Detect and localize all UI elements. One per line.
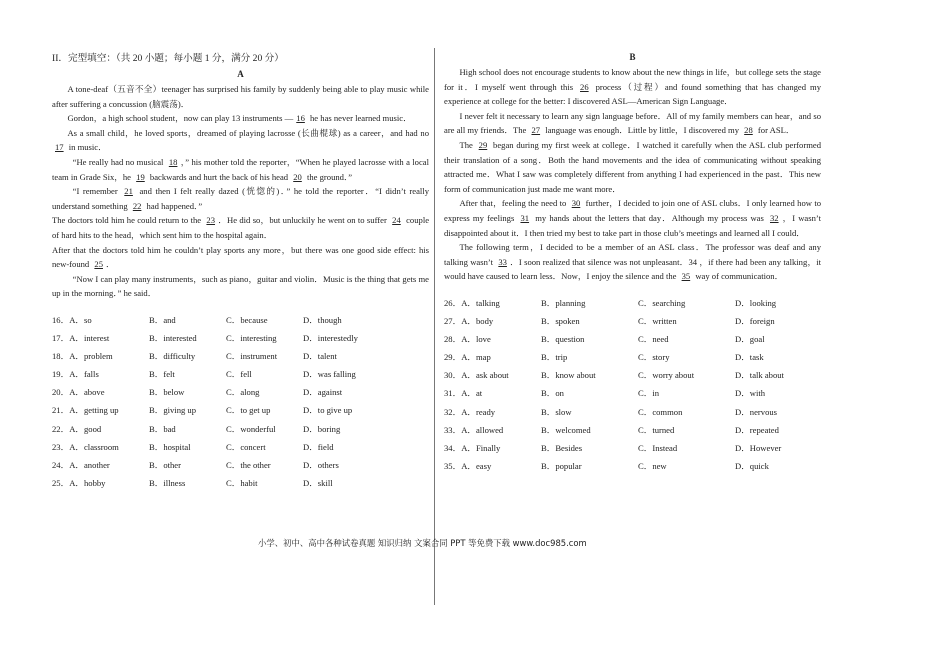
option-d: D．nervous bbox=[735, 406, 778, 417]
option-a: 23．A．classroom bbox=[52, 441, 119, 452]
option-b: B．illness bbox=[149, 477, 186, 488]
answer-blank: 20 bbox=[293, 171, 302, 182]
option-b: B．bad bbox=[149, 423, 176, 434]
answer-blank: 29 bbox=[478, 139, 488, 150]
option-b: B．spoken bbox=[541, 316, 580, 327]
section-title: II．完型填空：（共 20 小题；每小题 1 分，满分 20 分） bbox=[52, 53, 284, 64]
question-row bbox=[444, 421, 821, 439]
option-b: B．felt bbox=[149, 369, 175, 380]
option-b: B．trip bbox=[541, 352, 568, 363]
option-a: 21．A．getting up bbox=[52, 405, 119, 416]
paragraph-text: language was enough．Little by little，I discovered my bbox=[543, 125, 742, 136]
option-d: D．field bbox=[303, 441, 334, 452]
paragraph-text: my hands about the letters that day．Although my process was bbox=[532, 212, 767, 223]
paragraph-text: way of communication． bbox=[693, 271, 784, 282]
option-b: B．giving up bbox=[149, 405, 197, 416]
option-b: B．know about bbox=[541, 370, 596, 381]
option-a: 22．A．good bbox=[52, 423, 102, 434]
option-c: C．instrument bbox=[226, 351, 278, 362]
option-a: 24．A．another bbox=[52, 459, 110, 470]
answer-blank: 35 bbox=[681, 271, 691, 282]
option-d: D．foreign bbox=[735, 316, 775, 327]
paragraph-text: After that the doctors told him he couldn’t play sports any more，but there was one good side effect: his new-found bbox=[52, 244, 429, 270]
option-c: C．turned bbox=[638, 424, 675, 435]
paragraph-text: began during my first week at college．I watched it carefully when the ASL club performed their translation of a song．Both the hand movements and the idea of communicating without speaking attracted me．What I saw was completely different from anything I had experienced in the past．This new form of communication just made me want more． bbox=[444, 139, 821, 194]
question-row bbox=[444, 457, 821, 475]
option-b: B．below bbox=[149, 387, 185, 398]
option-b: B．other bbox=[149, 459, 181, 470]
question-row bbox=[52, 401, 429, 419]
answer-blank: 31 bbox=[520, 212, 530, 223]
paragraph-text: further，I decided to join one of ASL clubs．I only learned how to express my feelings bbox=[444, 198, 822, 223]
option-a: 32．A．ready bbox=[444, 406, 496, 417]
option-d: D．looking bbox=[735, 297, 777, 308]
paragraph bbox=[52, 272, 429, 301]
answer-blank: 30 bbox=[571, 198, 581, 209]
question-row bbox=[52, 365, 429, 383]
paragraph-text: High school does not encourage students to know about the new things in life，but college sets the stage for it．I myself went through this bbox=[444, 67, 821, 92]
question-row bbox=[444, 294, 821, 312]
option-c: C．need bbox=[638, 334, 669, 345]
answer-blank: 16 bbox=[296, 113, 305, 124]
question-row bbox=[444, 366, 821, 384]
option-a: 28．A．love bbox=[444, 334, 491, 345]
answer-blank: 25 bbox=[94, 259, 103, 270]
option-a: 27．A．body bbox=[444, 316, 494, 327]
paragraph-text: backwards and hurt the back of his head bbox=[147, 171, 291, 182]
option-b: B．Besides bbox=[541, 442, 583, 453]
answer-blank: 33 bbox=[498, 256, 507, 267]
paragraph-text: “Now I can play many instruments，such as piano，guitar and violin．Music is the thing that gets me up in the morning．” he said． bbox=[52, 273, 429, 299]
option-b: B．slow bbox=[541, 406, 572, 417]
paragraph bbox=[52, 213, 429, 242]
option-a: 31．A．at bbox=[444, 388, 483, 399]
answer-blank: 32 bbox=[769, 212, 779, 223]
question-row bbox=[52, 474, 429, 492]
option-b: B．welcomed bbox=[541, 424, 591, 435]
paragraph bbox=[444, 109, 821, 138]
answer-blank: 26 bbox=[580, 81, 589, 92]
column-divider bbox=[434, 48, 435, 605]
option-d: D．others bbox=[303, 459, 339, 470]
paragraph-text: The doctors told him he could return to the bbox=[52, 215, 204, 226]
option-c: C．the other bbox=[226, 459, 271, 470]
option-a: 20．A．above bbox=[52, 387, 105, 398]
option-c: C．along bbox=[226, 387, 260, 398]
option-a: 34．A．Finally bbox=[444, 442, 501, 453]
question-row bbox=[444, 348, 821, 366]
question-row bbox=[444, 330, 821, 348]
question-row bbox=[444, 439, 821, 457]
answer-blank: 23 bbox=[206, 215, 216, 226]
option-d: D．However bbox=[735, 442, 782, 453]
option-d: D．task bbox=[735, 352, 764, 363]
option-a: 16．A．so bbox=[52, 314, 92, 325]
answer-blank: 22 bbox=[132, 200, 142, 211]
passage-a-options bbox=[52, 311, 429, 492]
passage-b-options bbox=[444, 294, 821, 475]
option-c: C．in bbox=[638, 388, 660, 399]
question-row bbox=[52, 383, 429, 401]
question-row bbox=[444, 312, 821, 330]
option-c: C．interesting bbox=[226, 333, 277, 344]
answer-blank: 24 bbox=[392, 215, 401, 226]
passage-b-text bbox=[444, 65, 821, 284]
paragraph-text: After that，feeling the need to bbox=[459, 198, 569, 209]
paragraph-text: process（过程）and found something that has changed my experience at college for the better: I discovered ASL—American Sign Language． bbox=[444, 81, 821, 107]
option-c: C．wonderful bbox=[226, 423, 276, 434]
option-a: 25．A．hobby bbox=[52, 477, 106, 488]
option-a: 26．A．talking bbox=[444, 297, 500, 308]
paragraph-text: in music． bbox=[66, 142, 107, 153]
paragraph-text: for ASL． bbox=[755, 125, 795, 136]
option-c: C．to get up bbox=[226, 405, 271, 416]
answer-blank: 18 bbox=[168, 156, 178, 167]
option-d: D．though bbox=[303, 314, 342, 325]
paragraph bbox=[52, 243, 429, 272]
paragraph-text: and then I felt really dazed (恍惚的)．” he told the reporter．“I didn’t really understand something bbox=[52, 186, 429, 211]
option-c: C．fell bbox=[226, 369, 252, 380]
option-c: C．concert bbox=[226, 441, 266, 452]
option-d: D．to give up bbox=[303, 405, 353, 416]
paragraph-text: The following term，I decided to be a member of an ASL class．The professor was deaf and any talking wasn’t bbox=[444, 242, 821, 267]
paragraph-text: ，I wasn’t disappointed about it．I then tried my best to take part in those club’s meetings and learned all I could． bbox=[444, 212, 821, 238]
option-d: D．against bbox=[303, 387, 343, 398]
answer-blank: 28 bbox=[744, 125, 753, 136]
option-a: 33．A．allowed bbox=[444, 424, 504, 435]
question-row bbox=[444, 402, 821, 420]
paragraph bbox=[444, 138, 821, 196]
option-d: D．repeated bbox=[735, 424, 779, 435]
question-row bbox=[52, 347, 429, 365]
option-b: B．interested bbox=[149, 333, 197, 344]
page-footer: 小学、初中、高中各种试卷真题 知识归纳 文案合同 PPT 等免费下载 www.doc985.com bbox=[258, 538, 587, 548]
paragraph bbox=[52, 82, 429, 111]
paragraph-text: couple of hard hits to the head，which sent him to the hospital again． bbox=[52, 215, 430, 240]
option-a: 30．A．ask about bbox=[444, 370, 509, 381]
paragraph bbox=[444, 65, 821, 109]
paragraph-text: Gordon，a high school student，now can play 13 instruments — bbox=[67, 113, 294, 124]
paragraph-text: I never felt it necessary to learn any sign language before．All of my family members can hear，and so are all my friends．The bbox=[444, 110, 821, 136]
option-a: 17．A．interest bbox=[52, 333, 110, 344]
paragraph bbox=[52, 111, 429, 126]
option-a: 18．A．problem bbox=[52, 351, 113, 362]
paragraph-text: A tone-deaf（五音不全）teenager has surprised his family by suddenly being able to play music while after suffering a concussion (脑震荡)． bbox=[52, 84, 429, 109]
question-row bbox=[52, 311, 429, 329]
paragraph bbox=[444, 240, 821, 284]
paragraph bbox=[444, 196, 821, 240]
paragraph bbox=[52, 184, 429, 213]
option-b: B．popular bbox=[541, 460, 582, 471]
question-row bbox=[52, 438, 429, 456]
option-d: D．talent bbox=[303, 351, 337, 362]
paragraph-text: ，” his mother told the reporter，“When he played lacrosse with a local team in Grade Six，he bbox=[52, 156, 429, 182]
option-c: C．searching bbox=[638, 297, 686, 308]
question-row bbox=[444, 384, 821, 402]
option-c: C．story bbox=[638, 352, 670, 363]
option-b: B．difficulty bbox=[149, 351, 196, 362]
paragraph-text: ． bbox=[105, 259, 115, 270]
paragraph bbox=[52, 126, 429, 155]
option-b: B．question bbox=[541, 334, 585, 345]
option-d: D．talk about bbox=[735, 370, 784, 381]
option-b: B．and bbox=[149, 314, 176, 325]
question-row bbox=[52, 329, 429, 347]
left-column bbox=[52, 50, 429, 492]
paragraph-text: ．He did so，but unluckily he went on to suffer bbox=[218, 215, 390, 226]
option-c: C．habit bbox=[226, 477, 258, 488]
option-b: B．on bbox=[541, 388, 564, 399]
passage-a-text bbox=[52, 82, 429, 301]
option-d: D．was falling bbox=[303, 369, 356, 380]
option-a: 19．A．falls bbox=[52, 369, 99, 380]
question-row bbox=[52, 419, 429, 437]
answer-blank: 21 bbox=[124, 186, 133, 197]
paragraph-text: As a small child，he loved sports，dreamed of playing lacrosse (长曲棍球) as a career，and had no bbox=[67, 127, 429, 138]
option-c: C．written bbox=[638, 316, 677, 327]
paragraph-text: ．I soon realized that silence was not unpleasant．34 ，if there had been any talking，it would have caused to learn less．Now，I enjoy the silence and the bbox=[444, 256, 822, 282]
question-row bbox=[52, 456, 429, 474]
option-a: 35．A．easy bbox=[444, 460, 492, 471]
answer-blank: 19 bbox=[136, 171, 145, 182]
option-b: B．hospital bbox=[149, 441, 191, 452]
option-c: C．because bbox=[226, 314, 268, 325]
option-d: D．goal bbox=[735, 334, 765, 345]
paragraph-text: had happened．” bbox=[144, 200, 203, 211]
option-c: C．worry about bbox=[638, 370, 695, 381]
option-b: B．planning bbox=[541, 297, 586, 308]
paragraph-text: The bbox=[459, 139, 476, 150]
paragraph-text: he has never learned music． bbox=[307, 113, 412, 124]
option-c: C．Instead bbox=[638, 442, 678, 453]
option-a: 29．A．map bbox=[444, 352, 491, 363]
right-column bbox=[444, 50, 821, 475]
paragraph bbox=[52, 155, 429, 184]
option-d: D．with bbox=[735, 388, 766, 399]
paragraph-text: the ground．” bbox=[304, 171, 353, 182]
option-d: D．boring bbox=[303, 423, 341, 434]
paragraph-text: “He really had no musical bbox=[72, 156, 166, 167]
option-d: D．quick bbox=[735, 460, 769, 471]
passage-b-label: B bbox=[629, 52, 636, 62]
option-d: D．interestedly bbox=[303, 333, 358, 344]
option-d: D．skill bbox=[303, 477, 333, 488]
paragraph-text: “I remember bbox=[72, 186, 122, 197]
answer-blank: 17 bbox=[55, 142, 64, 153]
option-c: C．new bbox=[638, 460, 667, 471]
answer-blank: 27 bbox=[531, 125, 541, 136]
passage-a-label: A bbox=[237, 69, 244, 79]
option-c: C．common bbox=[638, 406, 683, 417]
